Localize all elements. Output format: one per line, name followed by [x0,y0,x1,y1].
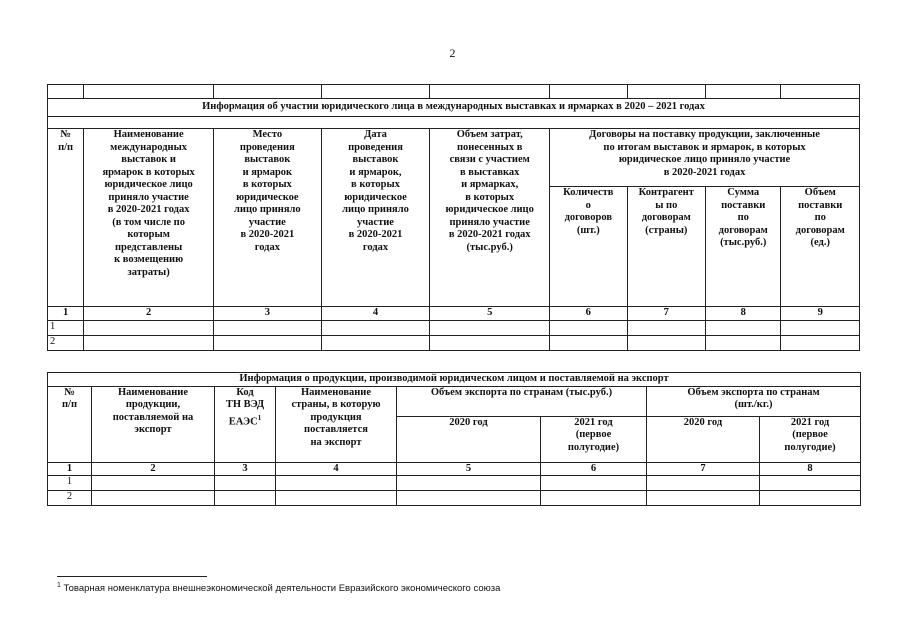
row-number: 2 [48,491,92,506]
col-number: 1 [48,307,84,321]
header-place: Место проведения выставок и ярмарок в которых юридическое лицо приняло участие в 2020-2021 годах [214,129,322,307]
header-contracts-count: Количеств о договоров (шт.) [550,187,627,307]
header-2021-qty: 2021 год (первое полугодие) [760,416,861,462]
footnote [57,582,500,594]
col-number: 4 [276,462,397,476]
header-2020-qty: 2020 год [647,416,760,462]
col-number: 4 [321,307,430,321]
header-product-name: Наименование продукции, поставляемой на экспорт [92,386,215,462]
header-export-rub: Объем экспорта по странам (тыс.руб.) [397,386,647,416]
table-row [48,476,861,491]
col-number: 3 [214,307,322,321]
spacer-row [48,117,860,129]
header-code-text: Код ТН ВЭД ЕАЭС [225,386,265,427]
header-num: № п/п [48,386,92,462]
header-2020-rub: 2020 год [397,416,541,462]
row-number: 1 [48,320,84,335]
col-number: 6 [541,462,647,476]
header-num: № п/п [48,129,84,307]
page-number: 2 [449,46,456,60]
col-number: 3 [215,462,276,476]
header-country: Наименование страны, в которую продукция поставляется на экспорт [276,386,397,462]
header-exhibition-name: Наименование международных выставок и ярмарок в которых юридическое лицо приняло участие в 2020-2021 годах (в том числе по которым представлены к возмещению затраты) [84,129,214,307]
col-number: 5 [430,307,550,321]
footnote-text: Товарная номенклатура внешнеэкономической деятельности Евразийского экономического союза [60,583,501,595]
header-contracts-group: Договоры на поставку продукции, заключенные по итогам выставок и ярмарок, в которых юридическое лицо приняло участие в 2020-2021 годах [550,129,860,187]
col-number: 2 [84,307,214,321]
col-number: 8 [760,462,861,476]
section2-title: Информация о продукции, производимой юридическом лицом и поставляемой на экспорт [48,373,861,387]
footnote-marker: 1 [57,582,61,589]
table-row [48,335,860,350]
header-export-qty: Объем экспорта по странам (шт./кг.) [647,386,861,416]
row-number: 2 [48,335,84,350]
footnote-ref: 1 [257,413,262,422]
export-products-table [47,372,861,506]
column-numbers-row [48,462,861,476]
row-number: 1 [48,476,92,491]
blank-row [48,85,860,99]
footnote-divider [57,576,207,577]
header-counterparty: Контрагент ы по договорам (страны) [627,187,705,307]
header-code [215,386,276,462]
header-date: Дата проведения выставок и ярмарок, в которых юридическое лицо приняло участие в 2020-2021 годах [321,129,430,307]
section1-title: Информация об участии юридического лица в международных выставках и ярмарках в 2020 – 2021 годах [48,99,860,117]
column-numbers-row [48,307,860,321]
col-number: 8 [706,307,781,321]
col-number: 6 [550,307,627,321]
col-number: 5 [397,462,541,476]
table-row [48,320,860,335]
col-number: 2 [92,462,215,476]
col-number: 7 [627,307,705,321]
header-costs: Объем затрат, понесенных в связи с участием в выставках и ярмарках, в которых юридическое лицо приняло участие в 2020-2021 годах (тыс.руб.) [430,129,550,307]
col-number: 1 [48,462,92,476]
table-row [48,491,861,506]
header-amount: Сумма поставки по договорам (тыс.руб.) [706,187,781,307]
col-number: 9 [781,307,860,321]
header-volume: Объем поставки по договорам (ед.) [781,187,860,307]
exhibitions-table [47,84,860,351]
header-2021-rub: 2021 год (первое полугодие) [541,416,647,462]
col-number: 7 [647,462,760,476]
